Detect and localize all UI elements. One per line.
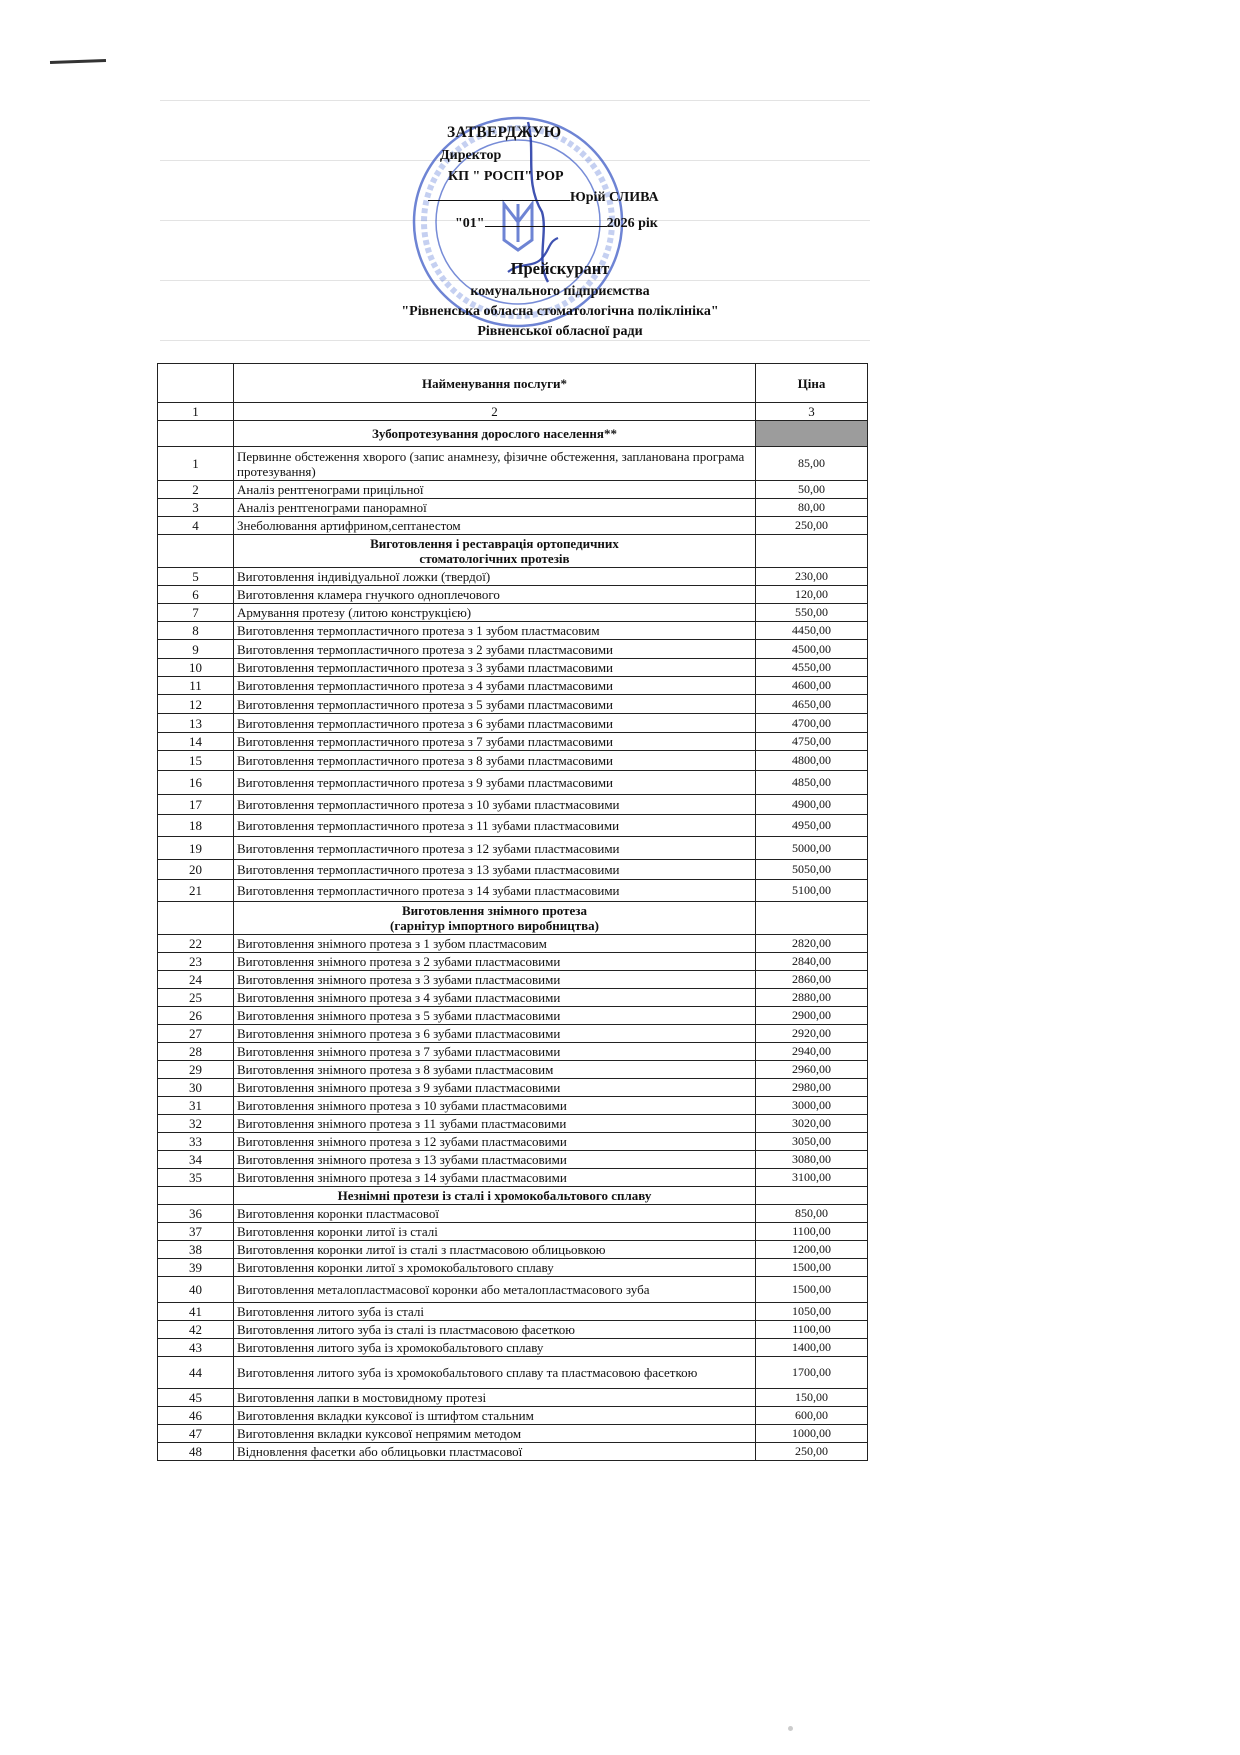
row-number: 26: [158, 1007, 234, 1025]
table-row: [158, 1043, 868, 1061]
row-number: 46: [158, 1407, 234, 1425]
row-number: 12: [158, 695, 234, 714]
service-price: 2960,00: [756, 1061, 868, 1079]
table-row: [158, 622, 868, 640]
table-row: [158, 795, 868, 815]
table-row: [158, 880, 868, 902]
column-number-3: 3: [756, 403, 868, 421]
table-row: [158, 815, 868, 837]
section-row: [158, 902, 868, 935]
service-price: 1000,00: [756, 1425, 868, 1443]
row-number: 21: [158, 880, 234, 902]
row-number: 7: [158, 604, 234, 622]
service-price: 150,00: [756, 1389, 868, 1407]
header-service-name: Найменування послуги*: [234, 364, 756, 403]
service-price: 2820,00: [756, 935, 868, 953]
service-name: Армування протезу (литою конструкцією): [234, 604, 756, 622]
service-price: 2920,00: [756, 1025, 868, 1043]
service-name: Виготовлення знімного протеза з 7 зубами пластмасовими: [234, 1043, 756, 1061]
section-price-cell: [756, 1187, 868, 1205]
table-row: [158, 568, 868, 586]
service-price: 600,00: [756, 1407, 868, 1425]
row-number: 20: [158, 860, 234, 880]
service-price: 5100,00: [756, 880, 868, 902]
service-price: 4850,00: [756, 771, 868, 795]
director-position: Директор: [440, 148, 502, 163]
service-name: Виготовлення коронки пластмасової: [234, 1205, 756, 1223]
service-price: 250,00: [756, 1443, 868, 1461]
scan-mark: [50, 59, 106, 64]
service-name: Виготовлення коронки литої з хромокобальтового сплаву: [234, 1259, 756, 1277]
section-title: Незнімні протези із сталі і хромокобальтового сплаву: [337, 1188, 652, 1203]
table-row: [158, 971, 868, 989]
service-name: Виготовлення литого зуба із хромокобальтового сплаву: [234, 1339, 756, 1357]
signer-name: Юрій СЛИВА: [570, 190, 659, 205]
service-price: 3020,00: [756, 1115, 868, 1133]
section-price-cell: [756, 902, 868, 935]
table-row: [158, 1007, 868, 1025]
row-number: 11: [158, 677, 234, 695]
service-price: 2940,00: [756, 1043, 868, 1061]
table-row: [158, 1259, 868, 1277]
table-row: [158, 989, 868, 1007]
service-name: Виготовлення термопластичного протеза з 6 зубами пластмасовими: [234, 714, 756, 733]
row-number: 35: [158, 1169, 234, 1187]
row-number: 24: [158, 971, 234, 989]
service-name: Знеболювання артифрином,септанестом: [234, 517, 756, 535]
service-price: 4450,00: [756, 622, 868, 640]
service-name: Виготовлення лапки в мостовидному протезі: [234, 1389, 756, 1407]
table-row: [158, 447, 868, 481]
approval-title: ЗАТВЕРДЖУЮ: [447, 124, 562, 141]
service-name: Виготовлення термопластичного протеза з 10 зубами пластмасовими: [234, 795, 756, 815]
column-number-2: 2: [234, 403, 756, 421]
table-header-row: [158, 364, 868, 403]
service-price: 2900,00: [756, 1007, 868, 1025]
service-price: 5050,00: [756, 860, 868, 880]
service-name: Аналіз рентгенограми прицільної: [234, 481, 756, 499]
service-name: Виготовлення знімного протеза з 11 зубами пластмасовими: [234, 1115, 756, 1133]
service-name: Виготовлення литого зуба із сталі із пластмасовою фасеткою: [234, 1321, 756, 1339]
row-number: 25: [158, 989, 234, 1007]
service-name: Виготовлення знімного протеза з 12 зубами пластмасовими: [234, 1133, 756, 1151]
service-name: Виготовлення термопластичного протеза з 8 зубами пластмасовими: [234, 751, 756, 771]
table-row: [158, 860, 868, 880]
row-number: 14: [158, 733, 234, 751]
row-number: 18: [158, 815, 234, 837]
table-row: [158, 1443, 868, 1461]
section-price-cell: [756, 421, 868, 447]
service-name: Виготовлення термопластичного протеза з 2 зубами пластмасовими: [234, 640, 756, 659]
service-name: Виготовлення термопластичного протеза з 7 зубами пластмасовими: [234, 733, 756, 751]
service-name: Виготовлення знімного протеза з 13 зубами пластмасовими: [234, 1151, 756, 1169]
section-number-cell: [158, 902, 234, 935]
row-number: 29: [158, 1061, 234, 1079]
section-subtitle: (гарнітур імпортного виробництва): [390, 918, 599, 933]
service-name: Виготовлення індивідуальної ложки (твердої): [234, 568, 756, 586]
service-name: Виготовлення вкладки куксової із штифтом стальним: [234, 1407, 756, 1425]
table-row: [158, 953, 868, 971]
table-row: [158, 499, 868, 517]
document-title: Прейскурант: [510, 259, 610, 278]
table-row: [158, 1321, 868, 1339]
service-name: Виготовлення коронки литої із сталі з пластмасовою облицьовкою: [234, 1241, 756, 1259]
row-number: 28: [158, 1043, 234, 1061]
service-price: 1100,00: [756, 1321, 868, 1339]
section-subtitle: стоматологічних протезів: [419, 551, 570, 566]
table-row: [158, 751, 868, 771]
service-name: Виготовлення термопластичного протеза з 3 зубами пластмасовими: [234, 659, 756, 677]
table-row: [158, 1025, 868, 1043]
service-price: 1500,00: [756, 1277, 868, 1303]
row-number: 16: [158, 771, 234, 795]
service-name: Виготовлення знімного протеза з 5 зубами пластмасовими: [234, 1007, 756, 1025]
organization-short: КП " РОСП" РОР: [448, 169, 564, 184]
service-name: Виготовлення знімного протеза з 1 зубом пластмасовим: [234, 935, 756, 953]
section-title-cell: [234, 421, 756, 447]
service-name: Відновлення фасетки або облицьовки пластмасової: [234, 1443, 756, 1461]
service-price: 2840,00: [756, 953, 868, 971]
row-number: 45: [158, 1389, 234, 1407]
service-price: 3080,00: [756, 1151, 868, 1169]
service-name: Виготовлення термопластичного протеза з 9 зубами пластмасовими: [234, 771, 756, 795]
row-number: 40: [158, 1277, 234, 1303]
service-name: Виготовлення знімного протеза з 8 зубами пластмасовим: [234, 1061, 756, 1079]
section-number-cell: [158, 1187, 234, 1205]
row-number: 33: [158, 1133, 234, 1151]
service-price: 230,00: [756, 568, 868, 586]
table-row: [158, 1339, 868, 1357]
service-price: 1200,00: [756, 1241, 868, 1259]
row-number: 15: [158, 751, 234, 771]
service-price: 4800,00: [756, 751, 868, 771]
table-row: [158, 604, 868, 622]
row-number: 2: [158, 481, 234, 499]
table-row: [158, 1097, 868, 1115]
service-price: 3100,00: [756, 1169, 868, 1187]
service-price: 120,00: [756, 586, 868, 604]
date-line: "01" 2026 рік: [455, 216, 658, 231]
row-number: 42: [158, 1321, 234, 1339]
subtitle-line-3: Рівненської обласної ради: [477, 324, 643, 339]
service-name: Виготовлення литого зуба із сталі: [234, 1303, 756, 1321]
section-title: Виготовлення знімного протеза: [401, 903, 588, 918]
service-price: 4600,00: [756, 677, 868, 695]
service-name: Виготовлення коронки литої із сталі: [234, 1223, 756, 1241]
row-number: 6: [158, 586, 234, 604]
service-price: 1050,00: [756, 1303, 868, 1321]
table-row: [158, 1223, 868, 1241]
service-price: 850,00: [756, 1205, 868, 1223]
row-number: 41: [158, 1303, 234, 1321]
table-row: [158, 481, 868, 499]
section-number-cell: [158, 535, 234, 568]
service-name: Виготовлення знімного протеза з 3 зубами пластмасовими: [234, 971, 756, 989]
service-name: Виготовлення термопластичного протеза з 12 зубами пластмасовими: [234, 837, 756, 860]
service-price: 4750,00: [756, 733, 868, 751]
column-number-row: [158, 403, 868, 421]
service-name: Виготовлення термопластичного протеза з 14 зубами пластмасовими: [234, 880, 756, 902]
table-row: [158, 659, 868, 677]
header-price: Ціна: [756, 364, 868, 403]
row-number: 10: [158, 659, 234, 677]
date-day: 01: [462, 216, 477, 231]
service-name: Виготовлення термопластичного протеза з 1 зубом пластмасовим: [234, 622, 756, 640]
row-number: 34: [158, 1151, 234, 1169]
table-row: [158, 771, 868, 795]
service-price: 4500,00: [756, 640, 868, 659]
table-row: [158, 1277, 868, 1303]
service-name: Виготовлення термопластичного протеза з 13 зубами пластмасовими: [234, 860, 756, 880]
row-number: 37: [158, 1223, 234, 1241]
section-row: [158, 421, 868, 447]
row-number: 30: [158, 1079, 234, 1097]
service-price: 4700,00: [756, 714, 868, 733]
row-number: 9: [158, 640, 234, 659]
table-row: [158, 1169, 868, 1187]
service-name: Виготовлення термопластичного протеза з 11 зубами пластмасовими: [234, 815, 756, 837]
row-number: 4: [158, 517, 234, 535]
table-row: [158, 714, 868, 733]
row-number: 19: [158, 837, 234, 860]
service-price: 85,00: [756, 447, 868, 481]
row-number: 48: [158, 1443, 234, 1461]
scan-speck: [788, 1726, 793, 1731]
service-price: 2860,00: [756, 971, 868, 989]
table-row: [158, 517, 868, 535]
section-price-cell: [756, 535, 868, 568]
service-price: 250,00: [756, 517, 868, 535]
row-number: 22: [158, 935, 234, 953]
table-row: [158, 733, 868, 751]
price-table: [157, 363, 868, 1461]
service-name: Виготовлення термопластичного протеза з 5 зубами пластмасовими: [234, 695, 756, 714]
section-number-cell: [158, 421, 234, 447]
section-title-cell: [234, 902, 756, 935]
row-number: 31: [158, 1097, 234, 1115]
row-number: 8: [158, 622, 234, 640]
service-price: 4550,00: [756, 659, 868, 677]
row-number: 27: [158, 1025, 234, 1043]
service-name: Виготовлення знімного протеза з 10 зубами пластмасовими: [234, 1097, 756, 1115]
service-price: 550,00: [756, 604, 868, 622]
service-name: Первинне обстеження хворого (запис анамнезу, фізичне обстеження, запланована програма протезування): [234, 447, 756, 481]
row-number: 3: [158, 499, 234, 517]
service-price: 4950,00: [756, 815, 868, 837]
table-row: [158, 1425, 868, 1443]
row-number: 44: [158, 1357, 234, 1389]
service-price: 3000,00: [756, 1097, 868, 1115]
service-name: Виготовлення кламера гнучкого одноплечового: [234, 586, 756, 604]
service-price: 4650,00: [756, 695, 868, 714]
service-name: Виготовлення вкладки куксової непрямим методом: [234, 1425, 756, 1443]
row-number: 13: [158, 714, 234, 733]
service-name: Виготовлення знімного протеза з 14 зубами пластмасовими: [234, 1169, 756, 1187]
row-number: 38: [158, 1241, 234, 1259]
row-number: 32: [158, 1115, 234, 1133]
service-name: Виготовлення металопластмасової коронки або металопластмасового зуба: [234, 1277, 756, 1303]
service-name: Виготовлення знімного протеза з 2 зубами пластмасовими: [234, 953, 756, 971]
table-row: [158, 1407, 868, 1425]
signature-line: [428, 190, 659, 206]
section-title: Виготовлення і реставрація ортопедичних: [370, 536, 619, 551]
section-title-cell: [234, 535, 756, 568]
service-price: 5000,00: [756, 837, 868, 860]
service-price: 2880,00: [756, 989, 868, 1007]
service-price: 1400,00: [756, 1339, 868, 1357]
table-row: [158, 1389, 868, 1407]
table-row: [158, 1061, 868, 1079]
header-number-cell: [158, 364, 234, 403]
service-price: 2980,00: [756, 1079, 868, 1097]
service-price: 1700,00: [756, 1357, 868, 1389]
row-number: 17: [158, 795, 234, 815]
column-number-1: 1: [158, 403, 234, 421]
table-row: [158, 640, 868, 659]
service-name: Виготовлення литого зуба із хромокобальтового сплаву та пластмасовою фасеткою: [234, 1357, 756, 1389]
row-number: 47: [158, 1425, 234, 1443]
row-number: 1: [158, 447, 234, 481]
table-row: [158, 1357, 868, 1389]
service-name: Виготовлення знімного протеза з 4 зубами пластмасовими: [234, 989, 756, 1007]
service-name: Виготовлення знімного протеза з 6 зубами пластмасовими: [234, 1025, 756, 1043]
table-row: [158, 1241, 868, 1259]
table-row: [158, 586, 868, 604]
service-name: Аналіз рентгенограми панорамної: [234, 499, 756, 517]
table-row: [158, 1151, 868, 1169]
subtitle-line-2: "Рівненська обласна стоматологічна поліклініка": [401, 304, 719, 319]
table-row: [158, 677, 868, 695]
row-number: 36: [158, 1205, 234, 1223]
table-row: [158, 1079, 868, 1097]
row-number: 39: [158, 1259, 234, 1277]
table-row: [158, 1205, 868, 1223]
service-name: Виготовлення знімного протеза з 9 зубами пластмасовими: [234, 1079, 756, 1097]
table-row: [158, 935, 868, 953]
service-price: 4900,00: [756, 795, 868, 815]
table-row: [158, 1303, 868, 1321]
section-row: [158, 1187, 868, 1205]
section-title-cell: [234, 1187, 756, 1205]
section-title: Зубопротезування дорослого населення**: [372, 426, 617, 441]
service-price: 80,00: [756, 499, 868, 517]
service-price: 1500,00: [756, 1259, 868, 1277]
service-price: 1100,00: [756, 1223, 868, 1241]
service-name: Виготовлення термопластичного протеза з 4 зубами пластмасовими: [234, 677, 756, 695]
service-price: 50,00: [756, 481, 868, 499]
service-price: 3050,00: [756, 1133, 868, 1151]
subtitle-line-1: комунального підприємства: [470, 284, 650, 299]
section-row: [158, 535, 868, 568]
row-number: 23: [158, 953, 234, 971]
table-row: [158, 837, 868, 860]
date-year: 2026 рік: [606, 216, 658, 231]
row-number: 43: [158, 1339, 234, 1357]
table-row: [158, 1133, 868, 1151]
row-number: 5: [158, 568, 234, 586]
table-row: [158, 1115, 868, 1133]
table-row: [158, 695, 868, 714]
